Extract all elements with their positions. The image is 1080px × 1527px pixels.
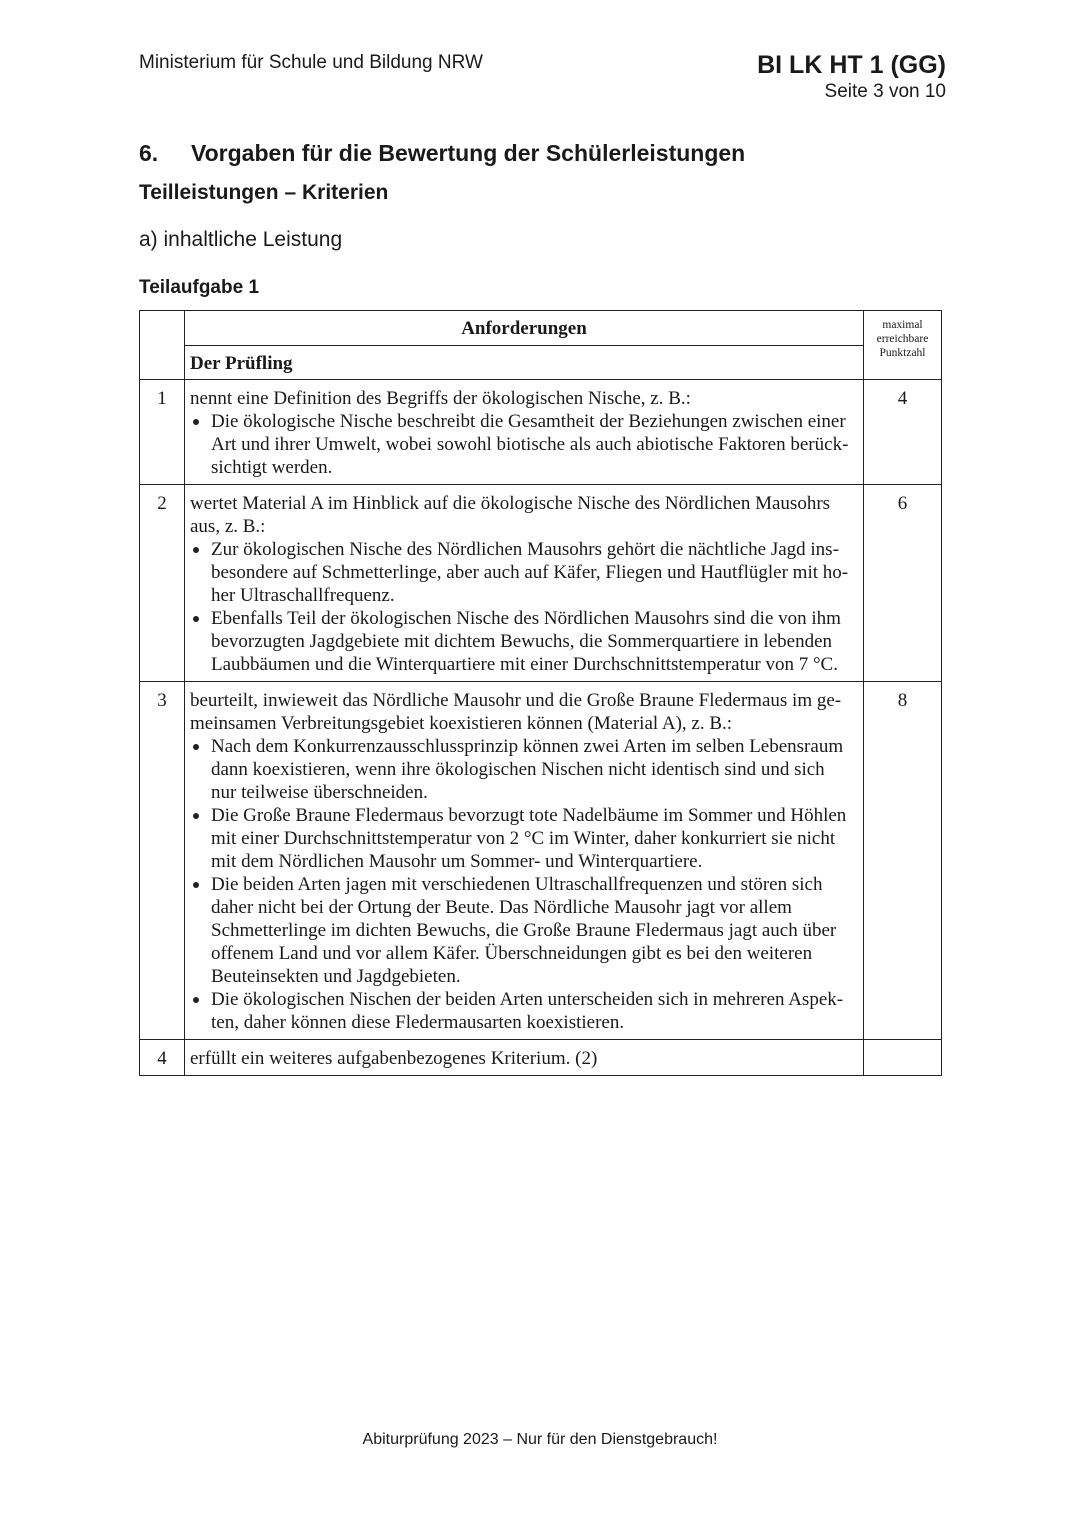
row-points [864,1040,942,1076]
ministry-name: Ministerium für Schule und Bildung NRW [139,52,483,73]
criteria-table [139,310,942,1076]
requirements-header: Anforderungen [185,311,863,346]
bullet-line: bevorzugten Jagdgebiete mit dichtem Bewuchs, die Sommerquartiere in lebenden [211,631,832,652]
intro-line: aus, z. B.: [190,516,266,537]
intro-line: meinsamen Verbreitungsgebiet koexistieren können (Material A), z. B.: [190,713,733,734]
subject-header: Der Prüfling [190,353,293,374]
bullet-line: Die ökologischen Nischen der beiden Arten unterscheiden sich in mehreren Aspek- [211,989,844,1010]
bullet-line: ten, daher können diese Fledermausarten koexistieren. [211,1012,625,1033]
table-row [140,380,942,485]
subtitle: Teilleistungen – Kriterien [139,181,389,204]
content-label: a) inhaltliche Leistung [139,228,343,251]
bullet-line: Ebenfalls Teil der ökologischen Nische des Nördlichen Mausohrs sind die von ihm [211,608,841,629]
bullet-item [190,804,859,873]
row-requirements [185,1040,864,1076]
points-header: maximal erreichbare Punktzahl [864,311,942,380]
bullet-line: offenem Land und vor allem Käfer. Überschneidungen gibt es bei den weiteren [211,943,813,964]
section-heading [139,140,745,167]
row-number: 2 [140,485,185,682]
bullet-line: Die Große Braune Fledermaus bevorzugt tote Nadelbäume im Sommer und Höhlen [211,805,847,826]
row-points: 8 [864,682,942,1040]
table-row [140,485,942,682]
bullet-line: sichtigt werden. [211,457,333,478]
row-points: 6 [864,485,942,682]
bullet-line: Nach dem Konkurrenzausschlussprinzip können zwei Arten im selben Lebensraum [211,736,844,757]
task-label: Teilaufgabe 1 [139,277,260,298]
bullet-item [190,988,859,1034]
row-requirements [185,485,864,682]
exam-code: BI LK HT 1 (GG) [757,51,946,79]
intro-line: wertet Material A im Hinblick auf die ökologische Nische des Nördlichen Mausohrs [190,493,831,514]
row-number: 1 [140,380,185,485]
bullet-item [190,410,859,479]
row-requirements [185,380,864,485]
bullet-line: Schmetterlinge im dichten Bewuchs, die Große Braune Fledermaus jagt auch über [211,920,837,941]
table-row [140,1040,942,1076]
page-number: Seite 3 von 10 [824,81,946,102]
bullet-line: Beuteinsekten und Jagdgebieten. [211,966,461,987]
section-number: 6. [139,140,159,166]
bullet-line: besondere auf Schmetterlinge, aber auch auf Käfer, Fliegen und Hautflügler mit ho- [211,562,849,583]
row-points: 4 [864,380,942,485]
bullet-line: mit dem Nördlichen Mausohr um Sommer- und Winterquartiere. [211,851,703,872]
bullet-line: dann koexistieren, wenn ihre ökologischen Nischen nicht identisch sind und sich [211,759,825,780]
intro-line: beurteilt, inwieweit das Nördliche Mausohr und die Große Braune Fledermaus im ge- [190,690,842,711]
bullet-line: Laubbäumen und die Winterquartiere mit einer Durchschnittstemperatur von 7 °C. [211,654,838,675]
bullet-item [190,607,859,676]
bullet-line: daher nicht bei der Ortung der Beute. Das Nördliche Mausohr jagt vor allem [211,897,792,918]
row-number: 3 [140,682,185,1040]
bullet-line: Zur ökologischen Nische des Nördlichen Mausohrs gehört die nächtliche Jagd ins- [211,539,839,560]
row-requirements [185,682,864,1040]
intro-line: nennt eine Definition des Begriffs der ökologischen Nische, z. B.: [190,388,691,409]
row-number: 4 [140,1040,185,1076]
section-title: Vorgaben für die Bewertung der Schülerleistungen [191,140,746,166]
table-header-row [140,311,942,380]
bullet-line: mit einer Durchschnittstemperatur von 2 °C im Winter, daher konkurriert sie nicht [211,828,836,849]
bullet-line: Die beiden Arten jagen mit verschiedenen Ultraschallfrequenzen und stören sich [211,874,823,895]
bullet-item [190,735,859,804]
bullet-item [190,873,859,988]
bullet-line: Die ökologische Nische beschreibt die Gesamtheit der Beziehungen zwischen einer [211,411,846,432]
bullet-item [190,538,859,607]
bullet-line: nur teilweise überschneiden. [211,782,428,803]
table-row [140,682,942,1040]
intro-line: erfüllt ein weiteres aufgabenbezogenes Kriterium. (2) [190,1048,598,1069]
bullet-line: Art und ihrer Umwelt, wobei sowohl biotische als auch abiotische Faktoren berück- [211,434,849,455]
bullet-line: her Ultraschallfrequenz. [211,585,395,606]
footer: Abiturprüfung 2023 – Nur für den Dienstgebrauch! [362,1431,718,1448]
